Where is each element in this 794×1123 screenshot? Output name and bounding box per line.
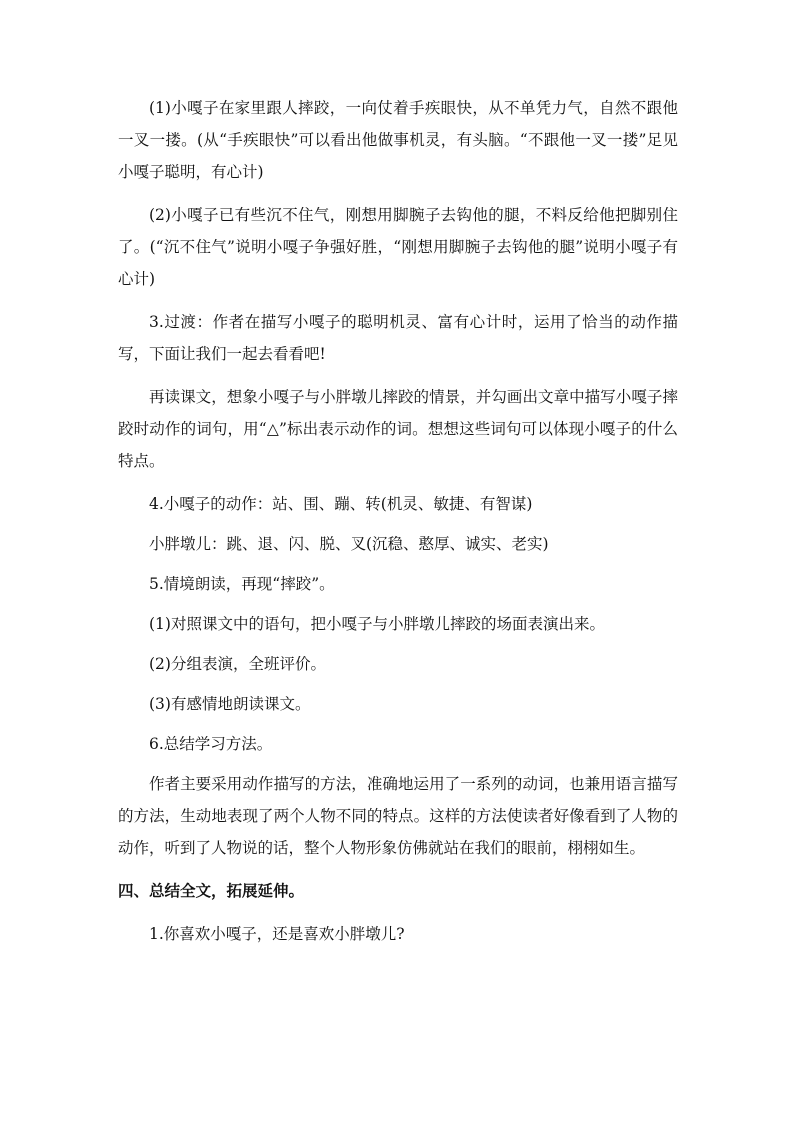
paragraph-6: 小胖墩儿：跳、退、闪、脱、叉(沉稳、憨厚、诚实、老实) (149, 535, 549, 553)
paragraph-3: 3.过渡：作者在描写小嘎子的聪明机灵、富有心计时，运用了恰当的动作描写，下面让我们一起去看看吧! (118, 313, 678, 363)
section-heading: 四、总结全文，拓展延伸。 (118, 882, 305, 900)
paragraph-8: (1)对照课文中的语句，把小嘎子与小胖墩儿摔跤的场面表演出来。 (149, 615, 605, 633)
paragraph-10: (3)有感情地朗读课文。 (149, 695, 311, 713)
paragraph-11: 6.总结学习方法。 (149, 735, 273, 753)
paragraph-2: (2)小嘎子已有些沉不住气，刚想用脚腕子去钩他的腿，不料反给他把脚别住了。(“沉不住气”说明小嘎子争强好胜，“刚想用脚腕子去钩他的腿”说明小嘎子有心计) (118, 206, 678, 288)
paragraph-5: 4.小嘎子的动作：站、围、蹦、转(机灵、敏捷、有智谋) (149, 495, 533, 513)
paragraph-1: (1)小嘎子在家里跟人摔跤，一向仗着手疾眼快，从不单凭力气，自然不跟他一叉一搂。(从“手疾眼快”可以看出他做事机灵，有头脑。“不跟他一叉一搂”足见小嘎子聪明，有心计) (118, 99, 678, 181)
document-body (118, 92, 678, 961)
paragraph-9: (2)分组表演，全班评价。 (149, 655, 326, 673)
paragraph-13: 1.你喜欢小嘎子，还是喜欢小胖墩儿? (149, 925, 405, 943)
paragraph-12: 作者主要采用动作描写的方法，准确地运用了一系列的动词，也兼用语言描写的方法，生动地表现了两个人物不同的特点。这样的方法使读者好像看到了人物的动作，听到了人物说的话，整个人物形象仿佛就站在我们的眼前，栩栩如生。 (118, 775, 678, 857)
paragraph-7: 5.情境朗读，再现“摔跤”。 (149, 575, 335, 593)
paragraph-4: 再读课文，想象小嘎子与小胖墩儿摔跤的情景，并勾画出文章中描写小嘎子摔跤时动作的词句，用“△”标出表示动作的词。想想这些词句可以体现小嘎子的什么特点。 (118, 388, 678, 470)
